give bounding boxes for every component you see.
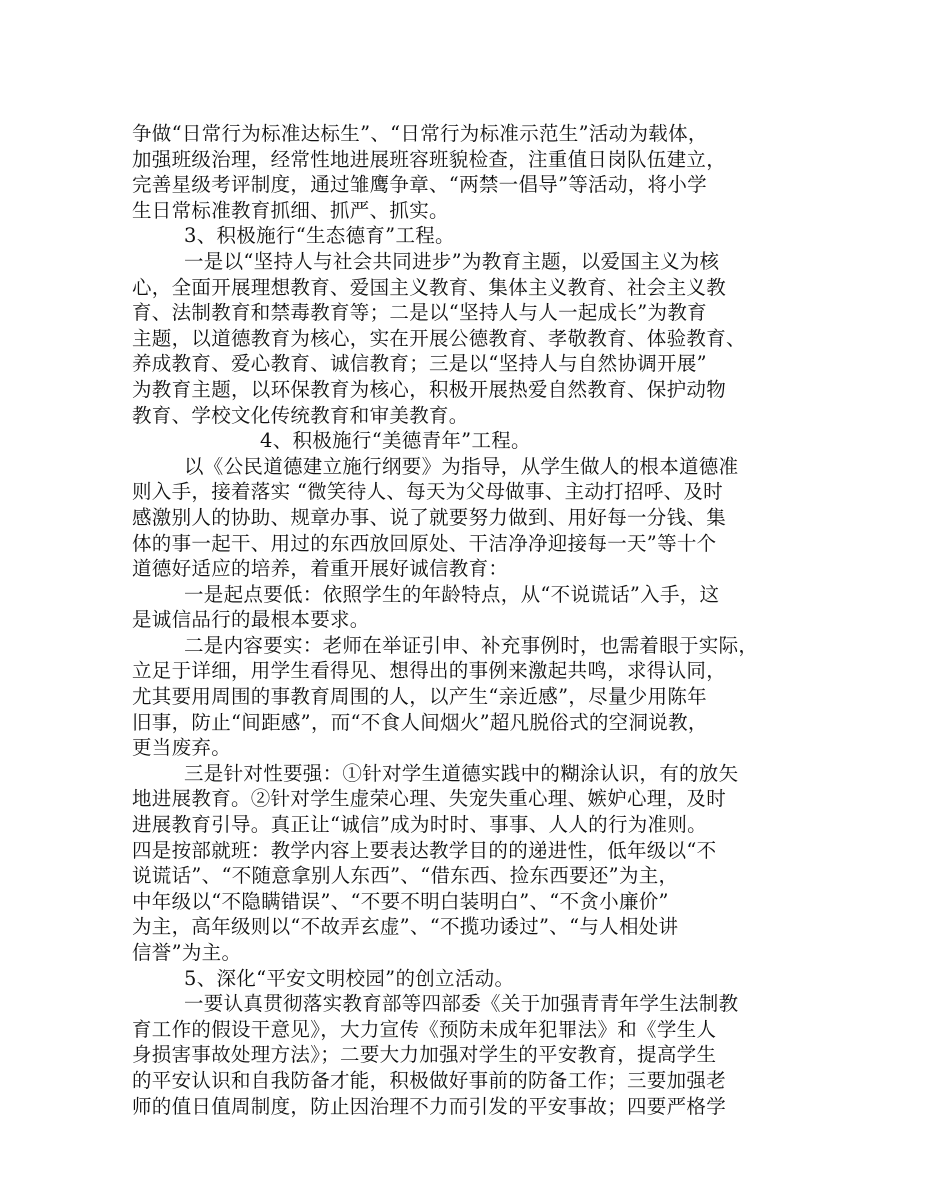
text-line: 生日常标准教育抓细、抓严、抓实。 [132,198,449,222]
text-line: 完善星级考评制度，通过雏鹰争章、“两禁一倡导”等活动，将小学 [132,173,707,197]
text-line: 地进展教育。②针对学生虚荣心理、失宠失重心理、嫉妒心理，及时 [132,787,727,811]
text-line: 3、积极施行“生态德育”工程。 [184,224,455,248]
text-line: 道德好适应的培养，着重开展好诚信教育： [132,557,509,581]
text-line: 三是针对性要强：①针对学生道德实践中的糊涂认识，有的放矢 [184,761,739,785]
text-line: 育工作的假设干意见》，大力宣传《预防未成年犯罪法》和《学生人 [132,1017,717,1041]
text-line: 一是以“坚持人与社会共同进步”为教育主题，以爱国主义为核 [184,249,720,273]
text-line: 是诚信品行的最根本要求。 [132,608,370,632]
text-line: 争做“日常行为标准达标生”、“日常行为标准示范生”活动为载体， [132,122,708,145]
text-line: 的平安认识和自我防备才能，积极做好事前的防备工作；三要加强老 [132,1068,727,1092]
text-line: 进展教育引导。真正让“诚信”成为时时、事事、人人的行为准则。 [132,813,707,837]
text-line: 体的事一起干、用过的东西放回原处、干洁净净迎接每一天”等十个 [132,531,717,555]
text-line: 旧事，防止“间距感”，而“不食人间烟火”超凡脱俗式的空洞说教， [132,710,708,734]
text-line: 则入手，接着落实 “微笑待人、每天为父母做事、主动打招呼、及时 [132,480,723,504]
text-line: 更当废弃。 [132,736,232,760]
text-line: 尤其要用周围的事教育周围的人，以产生“亲近感”，尽量少用陈年 [132,685,707,709]
text-line: 主题，以道德教育为核心，实在开展公德教育、孝敬教育、体验教育、 [132,326,746,350]
document-body-text [132,121,822,1119]
text-line: 教育、学校文化传统教育和审美教育。 [132,403,469,427]
text-line: 加强班级治理，经常性地进展班容班貌检查，注重值日岗队伍建立， [132,147,727,171]
text-line: 为教育主题，以环保教育为核心，积极开展热爱自然教育、保护动物 [132,377,727,401]
text-line: 一要认真贯彻落实教育部等四部委《关于加强青青年学生法制教 [184,992,739,1016]
text-line: 二是内容要实：老师在举证引申、补充事例时，也需着眼于实际， [184,633,759,657]
text-line: 四是按部就班：教学内容上要表达教学目的的递进性，低年级以“不 [132,838,717,862]
text-line: 师的值日值周制度，防止因治理不力而引发的平安事故；四要严格学 [132,1094,727,1118]
text-line: 一是起点要低：依照学生的年龄特点，从“不说谎话”入手，这 [184,582,720,606]
text-line: 以《公民道德建立施行纲要》为指导，从学生做人的根本道德准 [184,454,739,478]
text-line: 立足于详细，用学生看得见、想得出的事例来激起共鸣，求得认同， [132,659,727,683]
text-line: 心，全面开展理想教育、爱国主义教育、集体主义教育、社会主义教 [132,275,727,299]
text-line: 信誉”为主。 [132,941,242,964]
text-line: 5、深化“平安文明校园”的创立活动。 [184,966,515,990]
text-line: 中年级以“不隐瞒错误”、“不要不明白装明白”、“不贪小廉价” [132,889,669,913]
text-line: 说谎话”、“不随意拿别人东西”、“借东西、捡东西要还”为主， [132,864,679,888]
text-line: 身损害事故处理方法》；二要大力加强对学生的平安教育，提高学生 [132,1043,717,1067]
text-line: 养成教育、爱心教育、诚信教育；三是以“坚持人与自然协调开展” [132,352,707,376]
text-line: 育、法制教育和禁毒教育等；二是以“坚持人与人一起成长”为教育 [132,301,707,325]
text-line: 为主，高年级则以“不故弄玄虚”、“不揽功诿过”、“与人相处讲 [132,915,679,939]
text-line: 4、积极施行“美德青年”工程。 [260,429,531,453]
text-line: 感激别人的协助、规章办事、说了就要努力做到、用好每一分钱、集 [132,505,727,529]
